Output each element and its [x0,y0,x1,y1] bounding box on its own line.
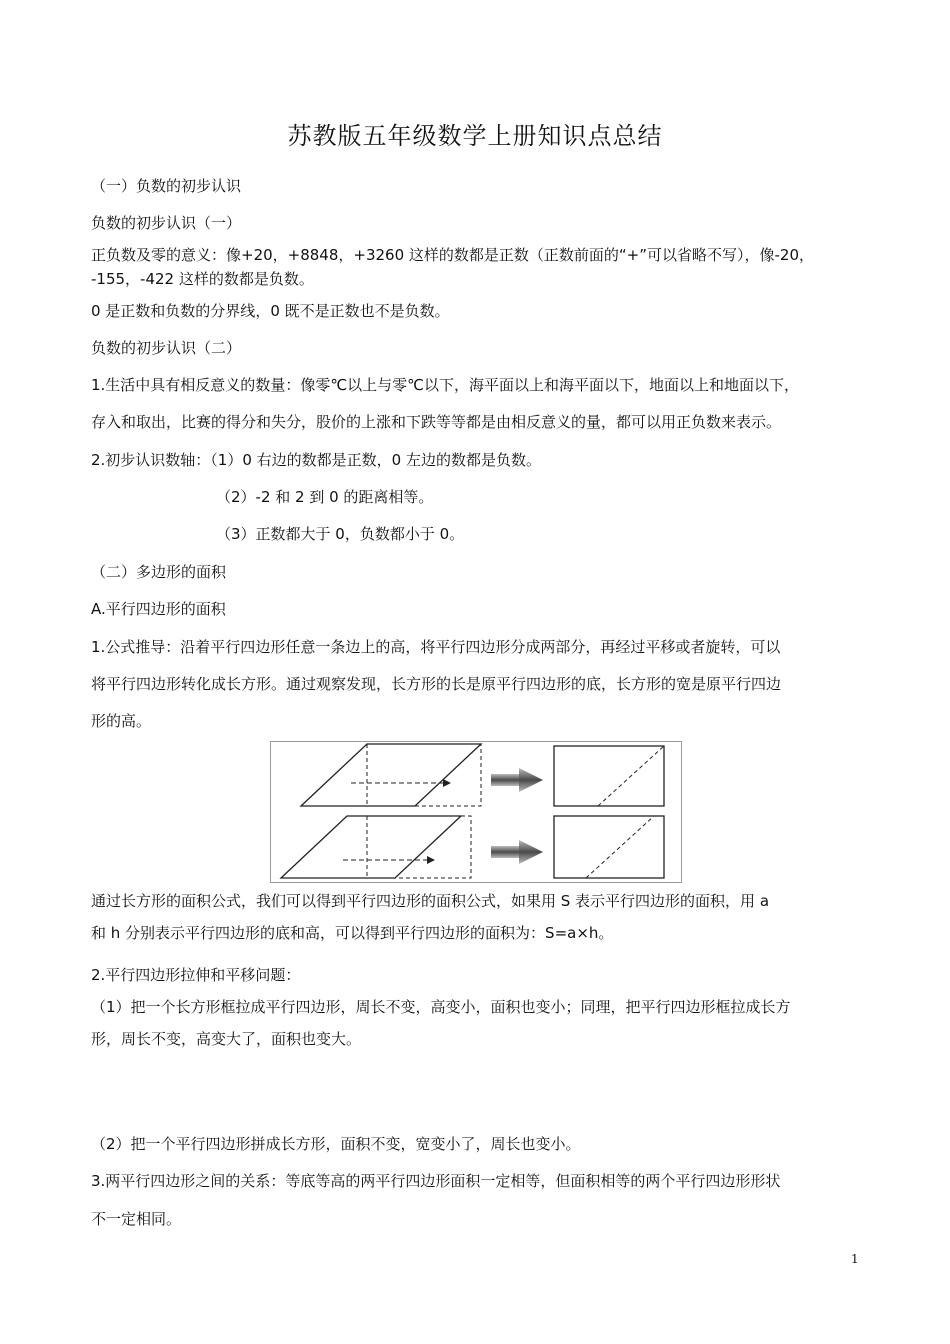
paragraph-line: -155，-422 这样的数都是负数。 [91,270,314,288]
paragraph-line: 0 是正数和负数的分界线，0 既不是正数也不是负数。 [91,302,450,320]
paragraph-line: 3.两平行四边形之间的关系：等底等高的两平行四边形面积一定相等，但面积相等的两个平行四边形形状 [91,1172,781,1190]
paragraph-line: （2）-2 和 2 到 0 的距离相等。 [216,488,434,506]
bottom-rectangle [554,816,664,878]
section-heading-negative-numbers: （一）负数的初步认识 [91,177,242,195]
paragraph-line: （2）把一个平行四边形拼成长方形，面积不变，宽变小了，周长也变小。 [91,1135,581,1153]
paragraph-line: （3）正数都大于 0，负数都小于 0。 [216,525,465,543]
paragraph-line: 通过长方形的面积公式，我们可以得到平行四边形的面积公式，如果用 S 表示平行四边形的面积，用 a [91,892,770,910]
page-title: 苏教版五年级数学上册知识点总结 [287,122,663,150]
bottom-parallelogram [281,816,471,878]
figure-diagram [271,742,681,882]
subsection-heading-parallelogram: A.平行四边形的面积 [91,600,226,618]
paragraph-line: 1.公式推导：沿着平行四边形任意一条边上的高，将平行四边形分成两部分，再经过平移或者旋转，可以 [91,638,781,656]
paragraph-line: 2.初步认识数轴：（1）0 右边的数都是正数，0 左边的数都是负数。 [91,451,541,469]
paragraph-line: 1.生活中具有相反意义的数量：像零℃以上与零℃以下，海平面以上和海平面以下，地面以上和地面以下， [91,376,800,394]
paragraph-line: 和 h 分别表示平行四边形的底和高，可以得到平行四边形的面积为：S=a×h。 [91,924,614,942]
paragraph-line: 将平行四边形转化成长方形。通过观察发现，长方形的长是原平行四边形的底，长方形的宽是原平行四边 [91,675,782,693]
subsection-heading-2: 负数的初步认识（二） [91,339,242,357]
top-transform-arrow-icon [491,768,543,792]
top-parallelogram [301,744,481,806]
top-rectangle [554,746,664,806]
section-heading-polygon-area: （二）多边形的面积 [91,563,227,581]
paragraph-line: 正负数及零的意义：像+20，+8848，+3260 这样的数都是正数（正数前面的“+”可以省略不写），像-20， [91,246,815,264]
paragraph-line: 形，周长不变，高变大了，面积也变大。 [91,1030,362,1048]
paragraph-line: 不一定相同。 [91,1210,182,1228]
bottom-transform-arrow-icon [491,840,543,864]
subsection-heading-1: 负数的初步认识（一） [91,214,242,232]
paragraph-line: 存入和取出，比赛的得分和失分，股价的上涨和下跌等等都是由相反意义的量，都可以用正负数来表示。 [91,413,782,431]
paragraph-line: 形的高。 [91,712,152,730]
parallelogram-to-rectangle-figure [270,741,682,883]
paragraph-line: 2.平行四边形拉伸和平移问题： [91,966,301,984]
page-number: 1 [851,1252,859,1266]
paragraph-line: （1）把一个长方形框拉成平行四边形，周长不变，高变小，面积也变小；同理，把平行四边形框拉成长方 [91,998,791,1016]
